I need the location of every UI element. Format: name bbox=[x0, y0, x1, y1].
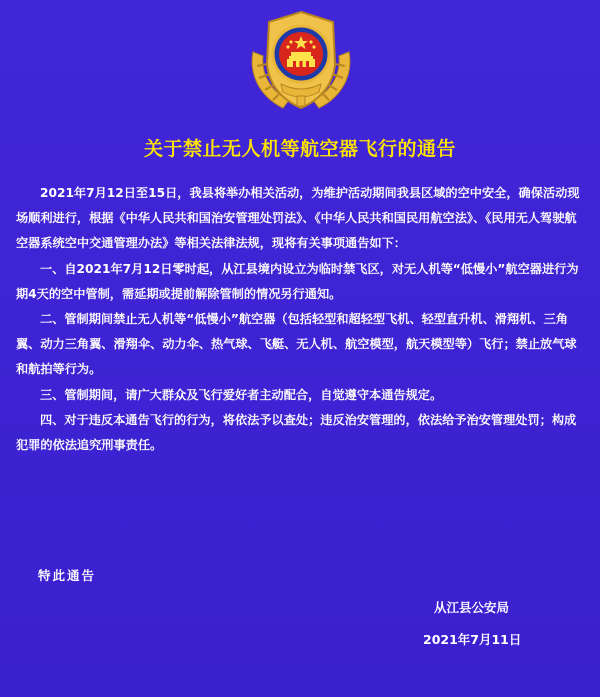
paragraph-item-4: 四、对于违反本通告飞行的行为，将依法予以查处；违反治安管理的，依法给予治安管理处罚；构成犯罪的依法追究刑事责任。 bbox=[16, 412, 577, 453]
closing-statement: 特此通告 bbox=[38, 568, 97, 583]
paragraph-item-2: 二、管制期间禁止无人机等“低慢小”航空器（包括轻型和超轻型飞机、轻型直升机、滑翔机、三角翼、动力三角翼、滑翔伞、动力伞、热气球、飞艇、无人机、航空模型，航天模型等）飞行；禁止放气球和航拍等行为。 bbox=[16, 312, 577, 377]
notice-title: 关于禁止无人机等航空器飞行的通告 bbox=[143, 138, 456, 160]
paragraph-item-3: 三、管制期间，请广大群众及飞行爱好者主动配合，自觉遵守本通告规定。 bbox=[40, 387, 443, 402]
notice-body bbox=[16, 181, 582, 458]
issue-date: 2021年7月11日 bbox=[423, 632, 522, 647]
police-emblem-icon bbox=[243, 8, 359, 118]
paragraph-intro: 2021年7月12日至15日，我县将举办相关活动，为维护活动期间我县区域的空中安全，确保活动现场顺利进行，根据《中华人民共和国治安管理处罚法》、《中华人民共和国民用航空法》、《民用无人驾驶航空器系统空中交通管理办法》等相关法律法规，现将有关事项通告如下： bbox=[16, 186, 580, 251]
paragraph-item-1: 一、自2021年7月12日零时起，从江县境内设立为临时禁飞区，对无人机等“低慢小”航空器进行为期4天的空中管制，需延期或提前解除管制的情况另行通知。 bbox=[16, 261, 579, 301]
issuing-authority: 从江县公安局 bbox=[434, 600, 510, 615]
